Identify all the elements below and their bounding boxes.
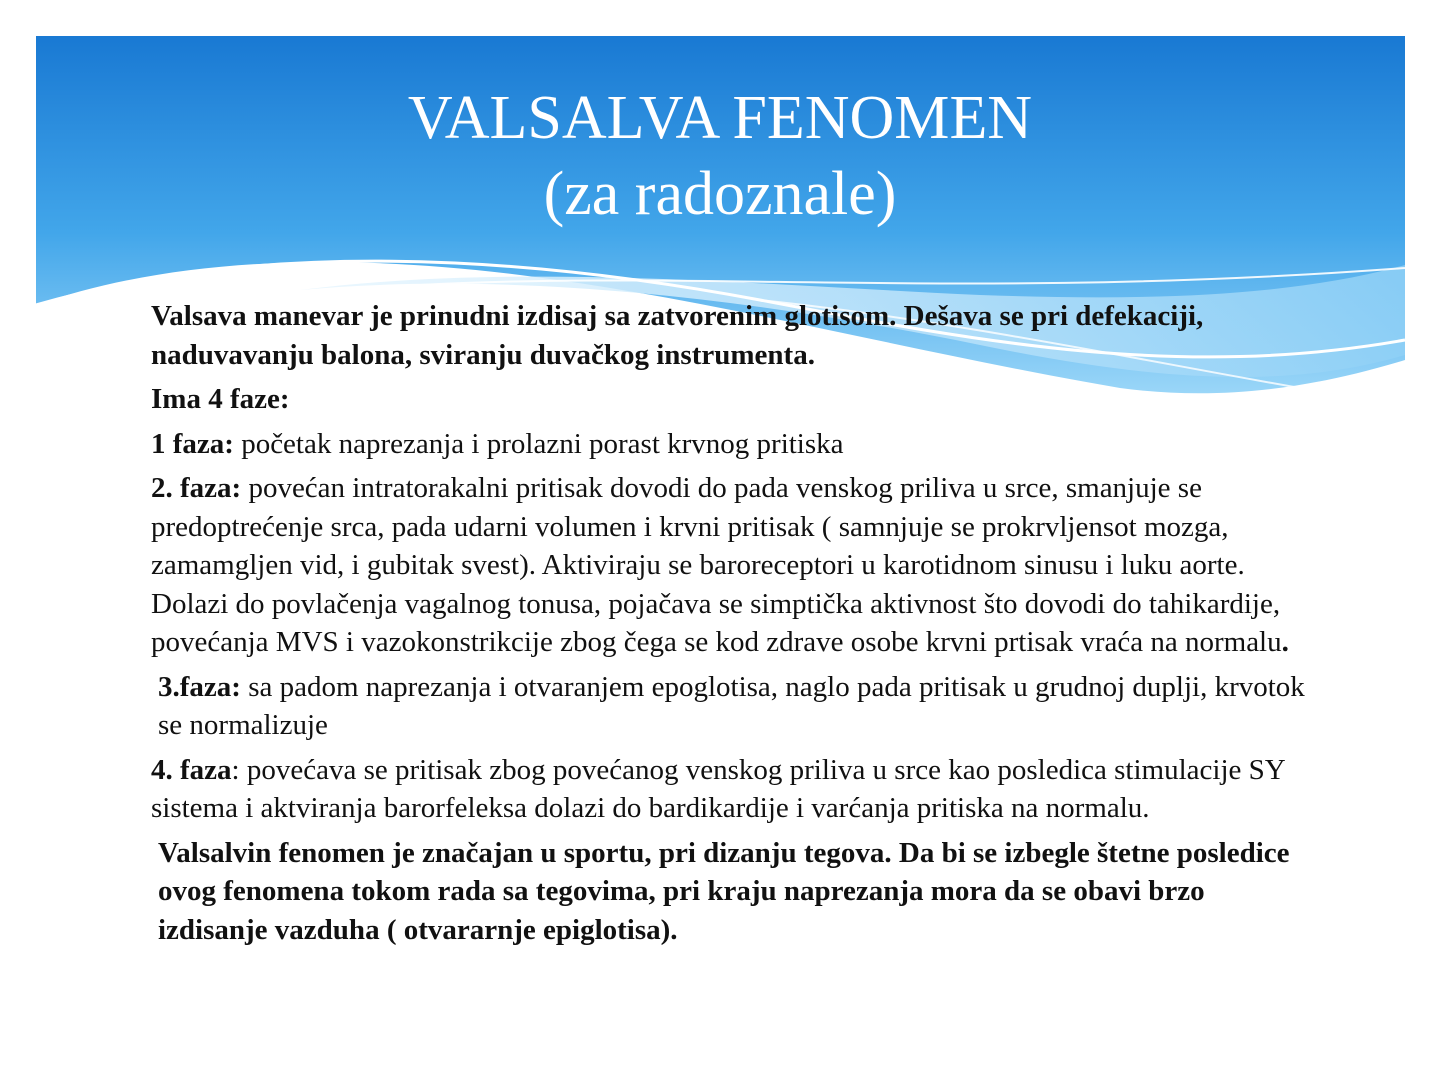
phase-1-text: početak naprezanja i prolazni porast krvnog pritiska <box>233 427 844 460</box>
phase-3-paragraph <box>151 668 1311 745</box>
phase-4-text: : povećava se pritisak zbog povećanog venskog priliva u srce kao posledica stimulacije SY sistema i aktviranja barorfeleksa dolazi do bardikardije i varćanja pritiska na normalu. <box>151 753 1285 824</box>
conclusion-paragraph: Valsalvin fenomen je značajan u sportu, pri dizanju tegova. Da bi se izbegle štetne posledice ovog fenomena tokom rada sa tegovima, pri kraju naprezanja mora da se obavi brzo izdisanje vazduha ( otvararnje epiglotisa). <box>158 836 1290 946</box>
phase-2-paragraph <box>151 469 1311 662</box>
phase-3-label: 3.faza: <box>158 670 241 703</box>
phase-2-text: povećan intratorakalni pritisak dovodi do pada venskog priliva u srce, smanjuje se predoptrećenje srca, pada udarni volumen i krvni pritisak ( samnjuje se prokrvljensot mozga, zamamgljen vid, i gubitak svest). Aktiviraju se baroreceptori u karotidnom sinusu i luku aorte. Dolazi do povlačenja vagalnog tonusa, pojačava se simptička aktivnost što dovodi do tahikardije, povećanja MVS i vazokonstrikcije zbog čega se kod zdrave osobe krvni prtisak vraća na normalu <box>151 472 1282 658</box>
phase-1-label: 1 faza: <box>151 427 234 460</box>
title-line-1: VALSALVA FENOMEN <box>407 84 1033 152</box>
phase-4-label: 4. faza <box>151 753 232 786</box>
phase-2-end: . <box>1281 626 1289 658</box>
slide-title <box>0 80 1440 232</box>
slide-body <box>151 297 1311 955</box>
phase-3-text: sa padom naprezanja i otvaranjem epoglotisa, naglo pada pritisak u grudnoj duplji, krvotok se normalizuje <box>158 670 1305 741</box>
phases-heading: Ima 4 faze: <box>151 383 290 415</box>
title-line-2: (za radoznale) <box>543 160 897 228</box>
phase-2-label: 2. faza: <box>151 472 242 504</box>
phase-4-paragraph <box>151 751 1311 828</box>
phase-1-paragraph <box>151 425 1311 464</box>
intro-paragraph: Valsava manevar je prinudni izdisaj sa zatvorenim glotisom. Dešava se pri defekaciji, naduvavanju balona, sviranju duvačkog instrumenta. <box>151 300 1204 371</box>
